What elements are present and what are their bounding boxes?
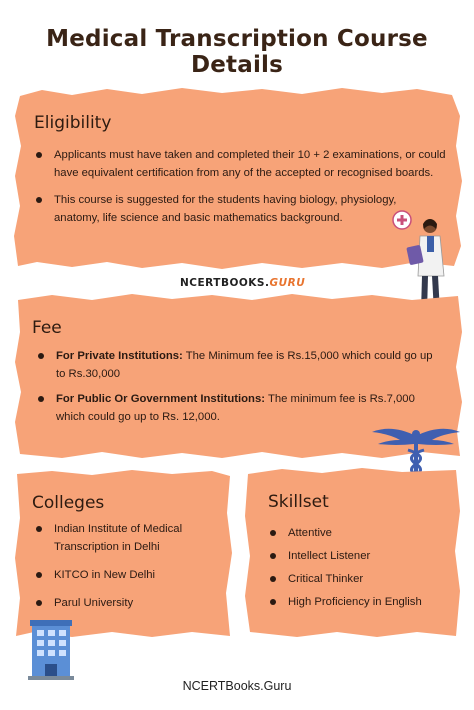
- eligibility-list: [32, 146, 452, 227]
- list-item: KITCO in New Delhi: [32, 566, 222, 584]
- fee-heading: Fee: [32, 318, 62, 338]
- skillset-list: [266, 524, 456, 611]
- list-item: High Proficiency in English: [266, 593, 456, 611]
- fee-list: [34, 347, 434, 426]
- list-item: Parul University: [32, 594, 222, 612]
- eligibility-heading: Eligibility: [34, 113, 112, 133]
- fee-private-text: The Minimum fee is Rs.15,000 which could go up to Rs.30,000: [56, 350, 433, 380]
- colleges-list: [32, 520, 222, 612]
- page-title: Medical Transcription Course Details: [46, 26, 428, 78]
- brand-accent: GURU: [269, 277, 306, 289]
- hospital-building-icon: [28, 616, 74, 680]
- skillset-heading: Skillset: [268, 492, 329, 512]
- fee-private-label: For Private Institutions:: [56, 350, 183, 362]
- fee-public-label: For Public Or Government Institutions:: [56, 393, 266, 405]
- colleges-heading: Colleges: [32, 493, 105, 513]
- footer-brand: NCERTBooks.Guru: [182, 679, 292, 693]
- brand-watermark: [180, 277, 305, 289]
- list-item: Applicants must have taken and completed their 10 + 2 examinations, or could have equivalent certification from any of the accepted or recognised boards.: [32, 146, 452, 182]
- list-item: Critical Thinker: [266, 570, 456, 588]
- list-item: Intellect Listener: [266, 547, 456, 565]
- list-item: Indian Institute of Medical Transcription in Delhi: [32, 520, 222, 556]
- brand-prefix: NCERTBOOKS.: [180, 277, 270, 289]
- colleges-panel: [12, 468, 234, 640]
- list-item: [34, 390, 434, 426]
- list-item: [34, 347, 434, 383]
- fee-public-text: The minimum fee is Rs.7,000 which could go up to Rs. 12,000.: [56, 393, 415, 423]
- list-item: Attentive: [266, 524, 456, 542]
- list-item: This course is suggested for the students having biology, physiology, anatomy, life science and basic mathematics background.: [32, 191, 422, 227]
- skillset-panel: [242, 466, 462, 640]
